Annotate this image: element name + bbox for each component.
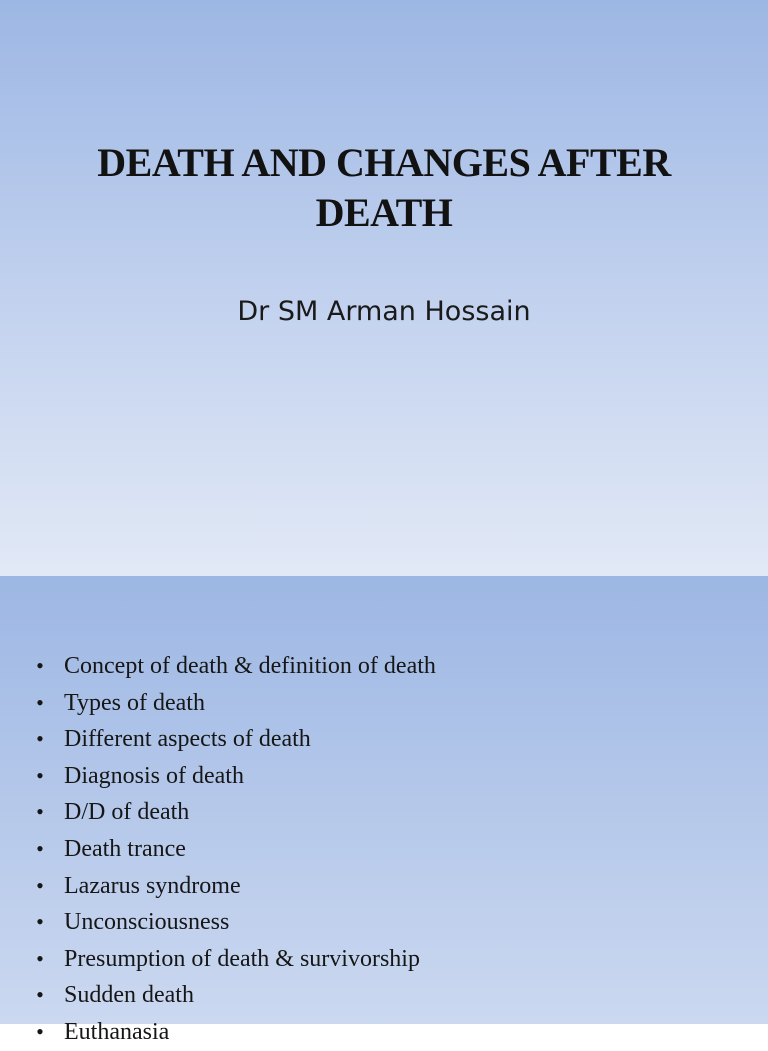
bullet-item [30,977,436,1014]
topic-bullet-list [30,648,436,1051]
bullet-text: Euthanasia [64,1018,170,1045]
slide-title-line-1: DEATH AND CHANGES AFTER [97,140,671,185]
bullet-item [30,721,436,758]
bullet-icon: • [36,945,44,971]
bullet-text: Lazarus syndrome [64,872,241,899]
bullet-icon: • [36,799,44,825]
bullet-item [30,685,436,722]
bullet-item [30,758,436,795]
bullet-text: Death trance [64,835,186,862]
bullet-text: Diagnosis of death [64,762,244,789]
bullet-icon: • [36,872,44,898]
bullet-icon: • [36,982,44,1008]
bullet-text: D/D of death [64,799,190,826]
bullet-text: Concept of death & definition of death [64,653,436,679]
bullet-item [30,904,436,941]
bullet-icon: • [36,689,44,715]
bullet-text: Different aspects of death [64,726,311,753]
bullet-icon: • [36,835,44,861]
bullet-item [30,648,436,685]
bullet-item [30,794,436,831]
bullet-icon: • [36,1018,44,1044]
bullet-icon: • [36,653,44,678]
bullet-item [30,868,436,905]
bullet-icon: • [36,762,44,788]
outline-slide [0,576,768,1045]
bullet-item [30,941,436,978]
bullet-icon: • [36,726,44,752]
slide-title-line-2: DEATH [315,190,453,235]
bullet-text: Unconsciousness [64,909,230,936]
bullet-text: Types of death [64,689,205,716]
slide-subtitle-author: Dr SM Arman Hossain [237,296,531,327]
bullet-text: Presumption of death & survivorship [64,945,420,972]
bullet-text: Sudden death [64,982,194,1009]
bullet-item [30,831,436,868]
slide-title [40,138,728,238]
bullet-icon: • [36,909,44,935]
bullet-item [30,1014,436,1051]
